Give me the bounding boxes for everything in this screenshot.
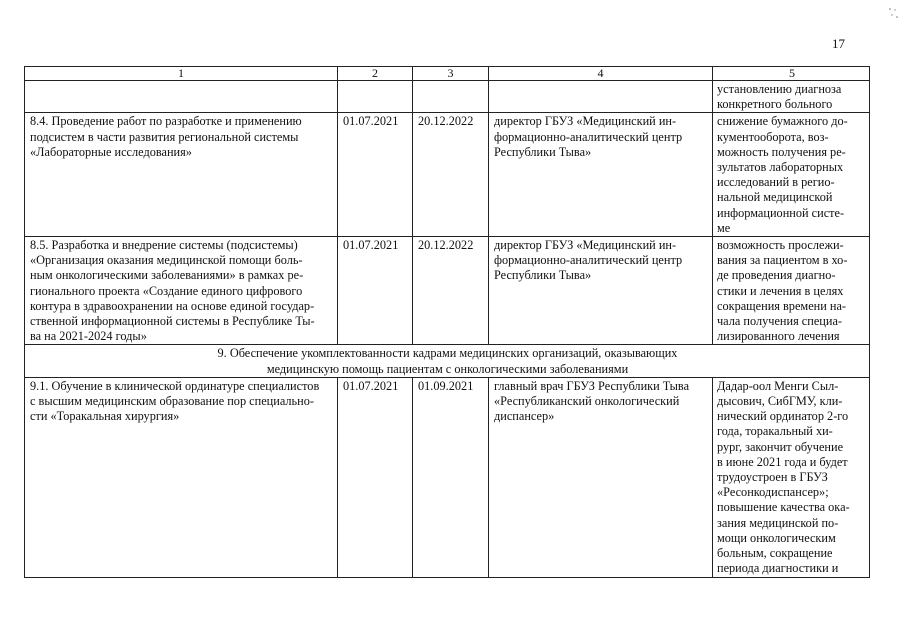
responsible-cell-line: директор ГБУЗ «Медицинский ин- bbox=[494, 114, 677, 129]
end-date-cell bbox=[413, 81, 489, 113]
responsible-cell-line: главный врач ГБУЗ Республики Тыва bbox=[494, 378, 690, 393]
task-cell-line: подсистем в части развития региональной системы bbox=[30, 129, 299, 144]
page-number: 17 bbox=[832, 36, 845, 51]
header-col-4: 4 bbox=[489, 67, 713, 81]
task-cell-line: 9.1. Обучение в клинической ординатуре специалистов bbox=[30, 378, 320, 393]
result-cell-line: вания за пациентом в хо- bbox=[717, 253, 848, 268]
result-cell-line: рург, закончит обучение bbox=[717, 439, 844, 454]
result-cell-line: чала получения специа- bbox=[717, 314, 843, 329]
task-cell-line: контура в здравоохранении на основе единой государ- bbox=[30, 298, 315, 313]
result-cell-line: зания медицинской по- bbox=[717, 515, 839, 530]
result-cell-line: нальной медицинской bbox=[717, 190, 833, 205]
table-row bbox=[25, 377, 870, 577]
responsible-cell-line: Республики Тыва» bbox=[494, 144, 592, 159]
responsible-cell bbox=[489, 81, 713, 113]
result-cell-line: периода диагностики и bbox=[717, 561, 839, 576]
task-cell bbox=[25, 113, 338, 237]
task-cell-line: «Организация оказания медицинской помощи боль- bbox=[30, 253, 303, 268]
section-row bbox=[25, 345, 870, 377]
result-cell-line: в июне 2021 года и будет bbox=[717, 454, 848, 469]
responsible-cell bbox=[489, 113, 713, 237]
header-row bbox=[25, 67, 870, 81]
result-cell-line: стики и лечения в целях bbox=[717, 283, 844, 298]
result-cell-line: возможность прослежи- bbox=[717, 238, 844, 253]
result-cell-line: дысович, СибГМУ, кли- bbox=[717, 394, 843, 409]
task-cell-line: «Лабораторные исследования» bbox=[30, 144, 192, 159]
responsible-cell-line: директор ГБУЗ «Медицинский ин- bbox=[494, 238, 677, 253]
result-cell-line: ме bbox=[717, 220, 731, 235]
section-title-line: 9. Обеспечение укомплектованности кадрами медицинских организаций, оказывающих bbox=[217, 346, 678, 361]
table-row bbox=[25, 81, 870, 113]
result-cell-line: года, торакальный хи- bbox=[717, 424, 833, 439]
result-cell-line: зультатов лабораторных bbox=[717, 160, 844, 175]
result-cell-line: снижение бумажного до- bbox=[717, 114, 848, 129]
task-cell bbox=[25, 237, 338, 345]
result-cell-line: установлению диагноза bbox=[717, 82, 842, 96]
table-row bbox=[25, 113, 870, 237]
task-cell-line: сти «Торакальная хирургия» bbox=[30, 409, 180, 424]
result-cell-line: можность получения ре- bbox=[717, 144, 846, 159]
start-date-cell: 01.07.2021 bbox=[338, 237, 413, 345]
result-cell-line: больным, сокращение bbox=[717, 546, 833, 561]
task-cell-line: с высшим медицинским образование пор специально- bbox=[30, 394, 314, 409]
result-cell-line: повышение качества ока- bbox=[717, 500, 850, 515]
result-cell bbox=[713, 237, 870, 345]
responsible-cell bbox=[489, 237, 713, 345]
end-date-cell: 01.09.2021 bbox=[413, 377, 489, 577]
task-cell-line: ва на 2021-2024 годы» bbox=[30, 329, 147, 344]
header-col-1: 1 bbox=[25, 67, 338, 81]
result-cell-line: исследований в регио- bbox=[717, 175, 835, 190]
result-cell-line: нический ординатор 2-го bbox=[717, 409, 849, 424]
result-cell-line: информационной систе- bbox=[717, 205, 845, 220]
result-cell-line: кументооборота, воз- bbox=[717, 129, 829, 144]
result-cell-line: Дадар-оол Менги Сыл- bbox=[717, 378, 839, 393]
responsible-cell-line: Республики Тыва» bbox=[494, 268, 592, 283]
result-cell-line: лизированного лечения bbox=[717, 329, 840, 344]
task-cell-line: гионального проекта «Создание единого цифрового bbox=[30, 283, 303, 298]
end-date-cell: 20.12.2022 bbox=[413, 237, 489, 345]
header-col-2: 2 bbox=[338, 67, 413, 81]
task-cell-line: 8.4. Проведение работ по разработке и применению bbox=[30, 114, 302, 129]
header-col-3: 3 bbox=[413, 67, 489, 81]
result-cell bbox=[713, 81, 870, 113]
responsible-cell-line: «Республиканский онкологический bbox=[494, 394, 680, 409]
section-title bbox=[25, 345, 870, 377]
result-cell-line: «Ресонкодиспансер»; bbox=[717, 485, 829, 500]
task-cell bbox=[25, 377, 338, 577]
plan-table bbox=[24, 66, 870, 578]
result-cell-line: сокращения времени на- bbox=[717, 298, 847, 313]
start-date-cell: 01.07.2021 bbox=[338, 113, 413, 237]
responsible-cell-line: формационно-аналитический центр bbox=[494, 253, 683, 268]
section-title-line: медицинскую помощь пациентам с онкологическими заболеваниями bbox=[266, 361, 629, 376]
header-col-5: 5 bbox=[713, 67, 870, 81]
scan-artifact-icon bbox=[887, 6, 899, 20]
task-cell-line: ным онкологическими заболеваниями» в рамках ре- bbox=[30, 268, 304, 283]
task-cell-line: ственной информационной системы в Республике Ты- bbox=[30, 314, 315, 329]
result-cell-line: мощи онкологическим bbox=[717, 530, 836, 545]
responsible-cell-line: диспансер» bbox=[494, 409, 555, 424]
start-date-cell: 01.07.2021 bbox=[338, 377, 413, 577]
end-date-cell: 20.12.2022 bbox=[413, 113, 489, 237]
result-cell-line: де проведения диагно- bbox=[717, 268, 836, 283]
responsible-cell-line: формационно-аналитический центр bbox=[494, 129, 683, 144]
task-cell bbox=[25, 81, 338, 113]
result-cell bbox=[713, 377, 870, 577]
result-cell bbox=[713, 113, 870, 237]
task-cell-line: 8.5. Разработка и внедрение системы (подсистемы) bbox=[30, 238, 298, 253]
start-date-cell bbox=[338, 81, 413, 113]
table-row bbox=[25, 237, 870, 345]
responsible-cell bbox=[489, 377, 713, 577]
result-cell-line: трудоустроен в ГБУЗ bbox=[717, 470, 828, 485]
result-cell-line: конкретного больного bbox=[717, 97, 833, 112]
